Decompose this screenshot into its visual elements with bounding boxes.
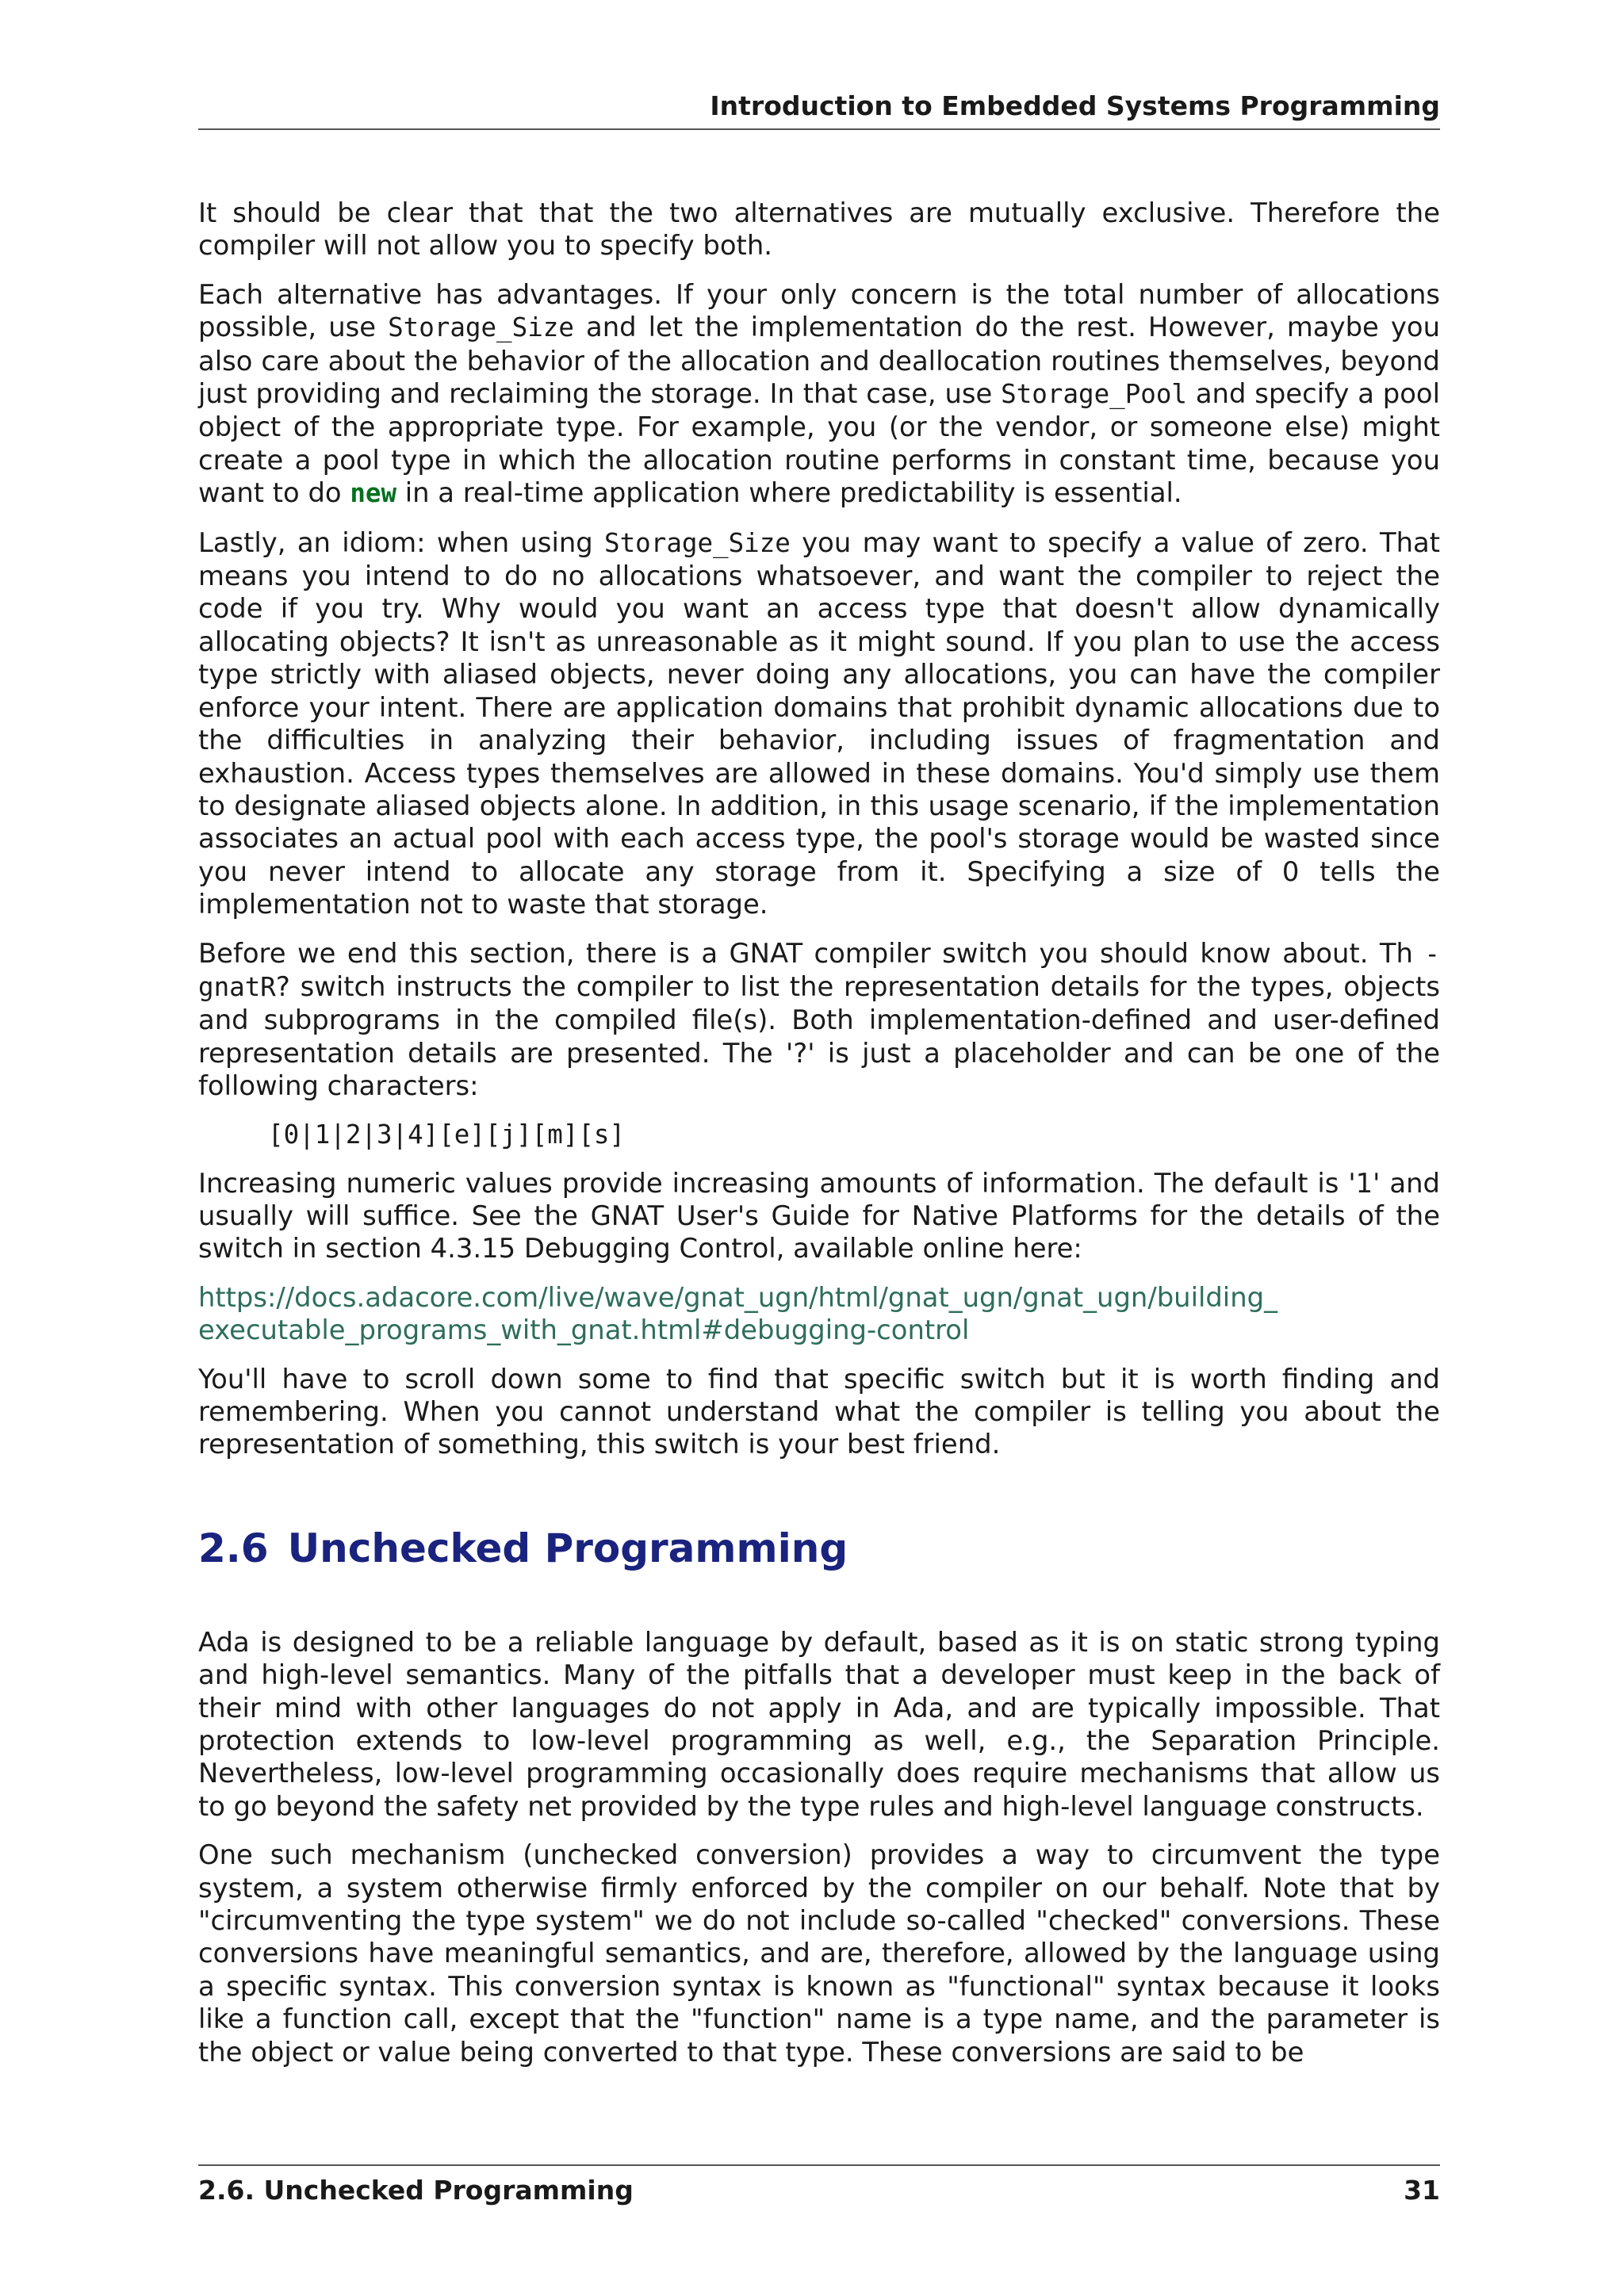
inline-code-storage-pool: Storage_Pool — [1001, 379, 1187, 410]
code-block: [0|1|2|3|4][e][j][m][s] — [268, 1119, 626, 1150]
page-body — [198, 197, 1440, 2084]
paragraph-7: Ada is designed to be a reliable language by default, based as it is on static strong typing and high-level semantics. Many of the pitfalls that a developer must keep in the back of their mind with other languages do not apply in Ada, and are typically impossible. That protection extends to low-level programming as well, e.g., the Separation Principle. Nevertheless, low-level programming occasionally does require mechanisms that allow us to go beyond the safety net provided by the type rules and high-level language constructs. — [198, 1626, 1440, 1822]
footer-rule — [198, 2164, 1440, 2166]
docs-link-line-1[interactable]: https://docs.adacore.com/live/wave/gnat_ugn/html/gnat_ugn/gnat_ugn/building_ — [198, 1281, 1277, 1313]
paragraph-2-text-a: Each alternative has advantages. If your only concern is the total number of allocations possible, use — [198, 278, 1440, 343]
paragraph-5: Increasing numeric values provide increasing amounts of information. The default is '1' and usually will suffice. See the GNAT User's Guide for Native Platforms for the details of the switch in section 4.3.15 Debugging Control, available online here: — [198, 1167, 1440, 1265]
keyword-new: new — [350, 478, 397, 509]
inline-code-storage-size: Storage_Size — [604, 527, 791, 558]
paragraph-6: You'll have to scroll down some to find that specific switch but it is worth finding and remembering. When you cannot understand what the compiler is telling you about the representation of something, this switch is your best friend. — [198, 1363, 1440, 1460]
running-header: Introduction to Embedded Systems Programming — [710, 90, 1440, 121]
section-title: Unchecked Programming — [287, 1525, 848, 1571]
paragraph-3-text-b: you may want to specify a value of zero. That means you intend to do no allocations whatsoever, and want the compiler to reject the code if you try. Why would you want an access type that doesn't allow dynamically allocating objects? It isn't as unreasonable as it might sound. If you plan to use the access type strictly with aliased objects, never doing any allocations, you can have the compiler enforce your intent. There are application domains that prohibit dynamic allocations due to the difficulties in analyzing their behavior, including issues of fragmentation and exhaustion. Access types themselves are allowed in these domains. You'd simply use them to designate aliased objects alone. In addition, in this usage scenario, if the implementation associates an actual pool with each access type, the pool's storage would be wasted since you never intend to allocate any storage from it. Specifying a size of 0 tells the implementation not to waste that storage. — [198, 526, 1440, 920]
paragraph-3 — [198, 526, 1440, 921]
paragraph-2-text-c: and specify a pool object of the appropriate type. For example, you (or the vendor, or someone else) might create a pool type in which the allocation routine performs in constant time, because you want to do — [198, 378, 1440, 509]
docs-link[interactable] — [198, 1281, 1440, 1347]
docs-link-line-2[interactable]: executable_programs_with_gnat.html#debugging-control — [198, 1314, 970, 1346]
paragraph-2-text-b: and let the implementation do the rest. However, maybe you also care about the behavior of the allocation and deallocation routines themselves, beyond just providing and reclaiming the storage. In that case, use — [198, 312, 1440, 410]
paragraph-8: One such mechanism (unchecked conversion) provides a way to circumvent the type system, a system otherwise firmly enforced by the compiler on our behalf. Note that by "circumventing the type system" we do not include so-called "checked" conversions. These conversions have meaningful semantics, and are, therefore, allowed by the language using a specific syntax. This conversion syntax is known as "functional" syntax because it looks like a function call, except that the "function" name is a type name, and the parameter is the object or value being converted to that type. These conversions are said to be — [198, 1839, 1440, 2068]
paragraph-1: It should be clear that that the two alternatives are mutually exclusive. Therefore the compiler will not allow you to specify both. — [198, 197, 1440, 262]
page-number: 31 — [1404, 2175, 1440, 2206]
section-number: 2.6 — [198, 1525, 269, 1571]
paragraph-4-text-b: ? switch instructs the compiler to list the representation details for the types, objects and subprograms in the compiled file(s). Both implementation-defined and user-defined representation details are presented. The '?' is just a placeholder and can be one of the following characters: — [198, 970, 1440, 1102]
paragraph-4-text-a: Before we end this section, there is a GNAT compiler switch you should know about. Th — [198, 937, 1425, 969]
paragraph-2 — [198, 278, 1440, 511]
paragraph-3-text-a: Lastly, an idiom: when using — [198, 526, 605, 558]
paragraph-2-text-d: in a real-time application where predictability is essential. — [396, 477, 1182, 509]
paragraph-4 — [198, 937, 1440, 1103]
inline-code-gnatr: -gnatR — [198, 938, 1440, 1002]
footer-section-title: 2.6. Unchecked Programming — [198, 2175, 634, 2206]
header-rule — [198, 128, 1440, 130]
inline-code-storage-size: Storage_Size — [388, 312, 574, 343]
section-heading — [198, 1525, 1440, 1572]
